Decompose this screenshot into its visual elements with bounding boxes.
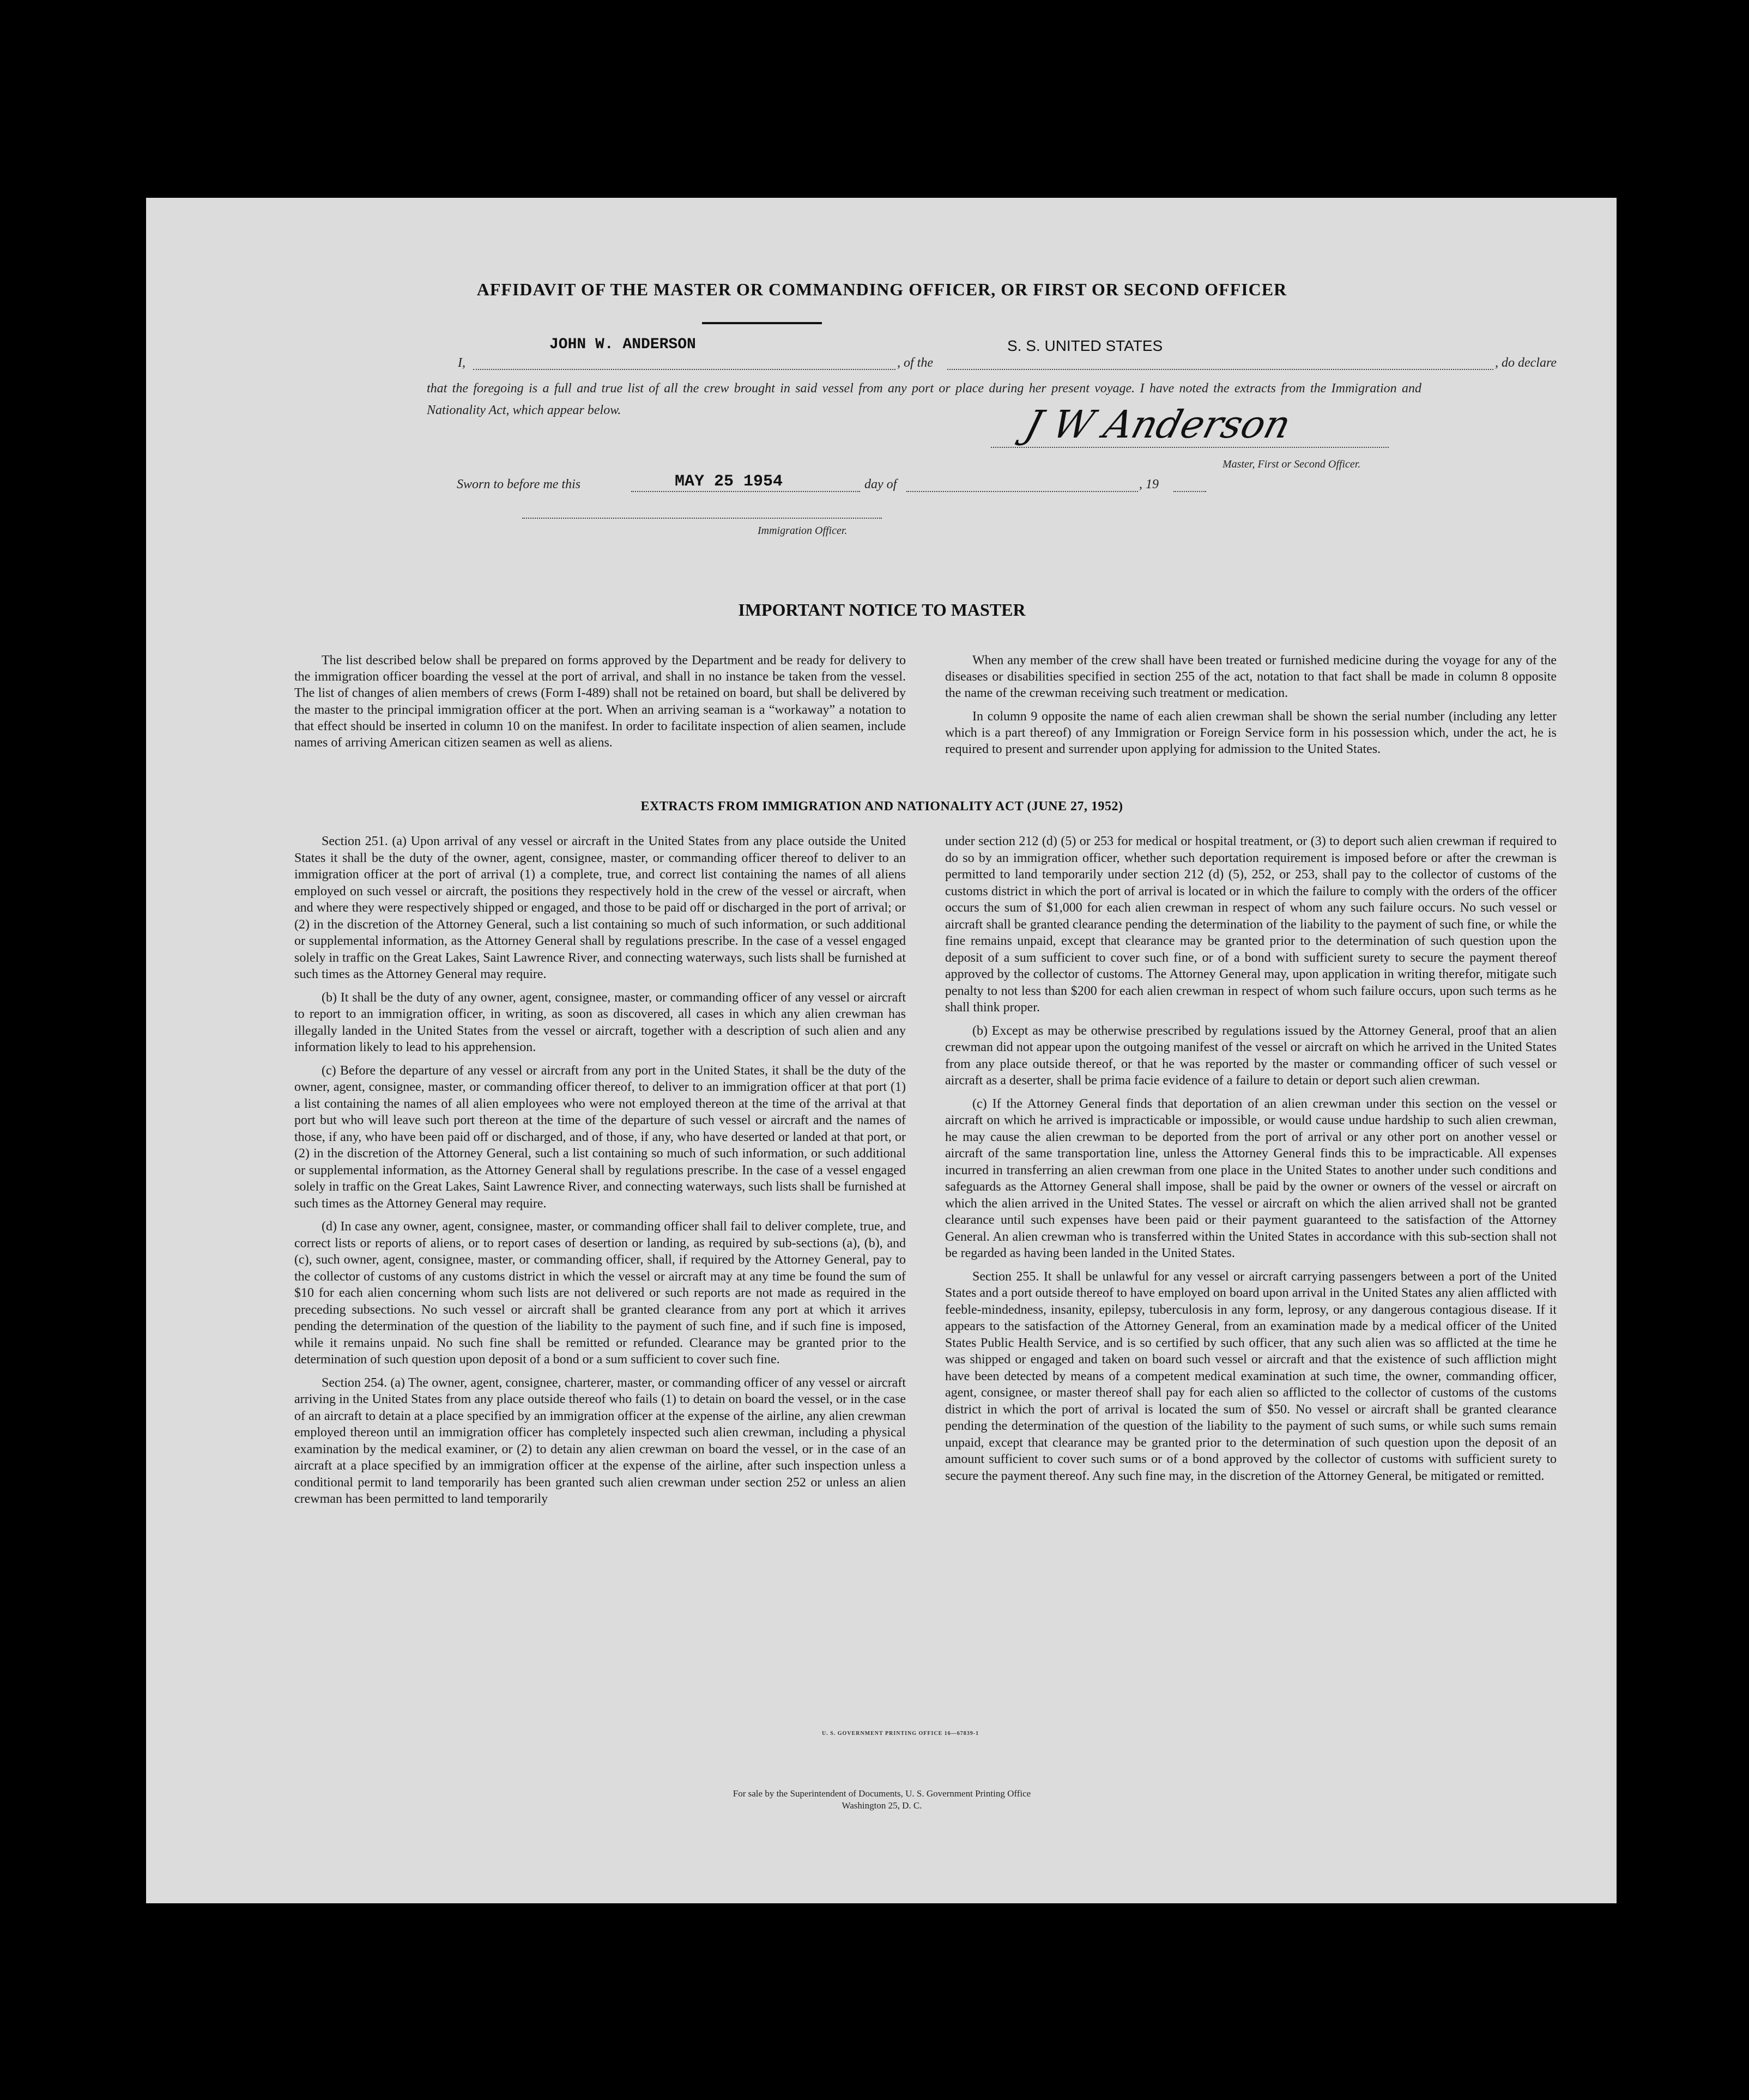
signature-caption: Master, First or Second Officer. xyxy=(1223,458,1361,470)
signature-line xyxy=(991,446,1389,448)
section-251-a: Section 251. (a) Upon arrival of any vessel or aircraft in the United States from any place outside the United States it shall be the duty of the owner, agent, consignee, master, or commanding officer thereof to deliver to an immigration officer at the port of arrival (1) a complete, true, and correct list containing the names of all aliens employed on such vessel or aircraft, the positions they respectively hold in the crew of the vessel or aircraft, when and where they were respectively shipped or engaged, and those to be paid off or discharged in the port of arrival; or (2) in the discretion of the Attorney General, such a list containing so much of such information, or such additional or supplemental information, as the Attorney General shall by regulations prescribe. In the case of a vessel engaged solely in traffic on the Great Lakes, Saint Lawrence River, and connecting waterways, such lists shall be furnished at such times as the Attorney General may require. xyxy=(294,834,906,981)
officer-name: JOHN W. ANDERSON xyxy=(549,336,696,353)
extracts-right-column xyxy=(945,833,1557,1491)
sworn-date: MAY 25 1954 xyxy=(675,472,783,491)
day-of-label: day of xyxy=(864,477,897,491)
notice-right-column xyxy=(945,652,1557,764)
year-prefix: , 19 xyxy=(1139,477,1159,491)
vessel-name: S. S. UNITED STATES xyxy=(1007,337,1163,354)
section-254-b: (b) Except as may be otherwise prescribed by regulations issued by the Attorney General, proof that an alien crewman did not appear upon the outgoing manifest of the vessel or aircraft on which he arrived in the United States from any place outside thereof, or that he was reported by the master or commanding officer of such vessel or aircraft as a deserter, shall be prima facie evidence of a failure to detain or deport such alien crewman. xyxy=(945,1023,1557,1088)
title-rule xyxy=(702,322,822,324)
binder-hole xyxy=(1631,1640,1659,1668)
binder-hole xyxy=(1631,1726,1659,1755)
of-the-label: , of the xyxy=(897,356,933,370)
master-signature: J W Anderson xyxy=(1020,402,1296,447)
section-254-a-continued: under section 212 (d) (5) or 253 for medical or hospital treatment, or (3) to deport such alien crewman if required to do so by an immigration officer, whether such deportation requirement is imposed before or after the crewman is permitted to land temporarily under section 212 (d) (5), 252, or 253, shall pay to the collector of customs of the customs district in which the port of arrival is located or in which the failure to comply with the orders of the officer occurs the sum of $1,000 for each alien crewman in respect of whom any such failure occurs. No such vessel or aircraft shall be granted clearance pending the determination of the liability to the payment of such fine, or while the fine remains unpaid, except that clearance may be granted prior to the determination of such question upon the deposit of a sum sufficient to cover such fine, or of a bond with sufficient surety to secure the payment thereof approved by the collector of customs. The Attorney General may, upon application in writing therefor, mitigate such penalty to not less than $200 for each alien crewman in respect of whom such failure occurs, upon such terms as he shall think proper. xyxy=(945,834,1557,1015)
sale-line-1: For sale by the Superintendent of Documents, U. S. Government Printing Office xyxy=(733,1788,1031,1799)
section-251-b: (b) It shall be the duty of any owner, agent, consignee, master, or commanding officer of any vessel or aircraft to report to an immigration officer, in writing, as soon as discovered, all cases in which any alien crewman has illegally landed in the United States from the vessel or aircraft, together with a description of such alien and any information likely to lead to his apprehension. xyxy=(294,990,906,1054)
binder-hole xyxy=(1636,685,1663,714)
sworn-prefix: Sworn to before me this xyxy=(457,477,581,491)
immigration-officer-caption: Immigration Officer. xyxy=(758,525,848,537)
notice-right-paragraph-1: When any member of the crew shall have been treated or furnished medicine during the voyage for any of the diseases or disabilities specified in section 255 of the act, notation to that fact shall be made in column 8 opposite the name of the crewman receiving such treatment or medication. xyxy=(945,653,1557,701)
notice-right-paragraph-2: In column 9 opposite the name of each alien crewman shall be shown the serial number (including any letter which is a part thereof) of any Immigration or Foreign Service form in his possession which, under the act, he is required to present and surrender upon applying for admission to the United States. xyxy=(945,709,1557,757)
section-251-c: (c) Before the departure of any vessel or aircraft from any port in the United States, it shall be the duty of the owner, agent, consignee, master, or commanding officer thereof, to deliver to an immigration officer at that port (1) a list containing the names of all alien employees who were not employed thereon at the time of the arrival at that port but who will leave such port thereon at the time of the departure of such vessel or aircraft and the names of those, if any, who have been paid off or discharged, and of those, if any, who have deserted or landed at that port, or (2) in the discretion of the Attorney General, such a list containing so much of such information, or such additional or supplemental information, as the Attorney General shall by regulations prescribe. In the case of a vessel engaged solely in traffic on the Great Lakes, Saint Lawrence River, and connecting waterways, such lists shall be furnished at such times as the Attorney General may require. xyxy=(294,1063,906,1211)
immigration-officer-line xyxy=(522,517,882,519)
affidavit-title: AFFIDAVIT OF THE MASTER OR COMMANDING OFFICER, OR FIRST OR SECOND OFFICER xyxy=(476,280,1287,299)
section-251-d: (d) In case any owner, agent, consignee, master, or commanding officer shall fail to deliver complete, true, and correct lists or reports of aliens, or to report cases of desertion or landing, as required by sub-sections (a), (b), and (c), such owner, agent, consignee, master, or commanding officer, shall, if required by the Attorney General, pay to the collector of customs of any customs district in which the vessel or aircraft may at any time be found the sum of $10 for each alien concerning whom such lists are not delivered or such reports are not made as required in the preceding subsections. No such vessel or aircraft shall be granted clearance from any port at which it arrives pending the determination of the question of the liability to the payment of such fine, and if such fine is imposed, while it remains unpaid. No such fine shall be remitted or refunded. Clearance may be granted prior to the determination of such question upon deposit of a bond or a sum sufficient to cover such fine. xyxy=(294,1219,906,1367)
sale-line-2: Washington 25, D. C. xyxy=(842,1800,922,1811)
i-prefix: I, xyxy=(458,356,465,370)
section-254-a: Section 254. (a) The owner, agent, consignee, charterer, master, or commanding officer of any vessel or aircraft arriving in the United States from any place outside thereof who fails (1) to detain on board the vessel, or in the case of an aircraft to detain at a place specified by an immigration officer at the expense of the airline, any alien crewman employed thereon until an immigration officer has completely inspected such alien crewman, including a physical examination by the medical examiner, or (2) to detain any alien crewman on board the vessel, or in the case of an aircraft at a place specified by an immigration officer at the expense of the airline, after such inspection unless a conditional permit to land temporarily has been granted such alien crewman under section 252 or unless an alien crewman has been permitted to land temporarily xyxy=(294,1375,906,1506)
section-254-c: (c) If the Attorney General finds that deportation of an alien crewman under this section on the vessel or aircraft on which he arrived is impracticable or impossible, or would cause undue hardship to such alien crewman, he may cause the alien crewman to be deported from the port of arrival or any other port on another vessel or aircraft of the same transportation line, unless the Attorney General finds this to be impracticable. All expenses incurred in transferring an alien crewman from one place in the United States to another under such conditions and safeguards as the Attorney General shall impose, shall be paid by the owner or owners of the vessel or aircraft on which the alien arrived in the United States. The vessel or aircraft on which the alien arrived shall not be granted clearance until such expenses have been paid or their payment guaranteed to the satisfaction of the Attorney General. An alien crewman who is transferred within the United States in accordance with this sub-section shall not be regarded as having been landed in the United States. xyxy=(945,1096,1557,1260)
do-declare-label: , do declare xyxy=(1495,356,1557,370)
extracts-left-column xyxy=(294,833,906,1514)
binder-hole xyxy=(1633,1361,1660,1389)
officer-name-line xyxy=(473,353,895,370)
month-line xyxy=(906,475,1138,492)
sale-notice xyxy=(637,1788,1127,1812)
extracts-heading: EXTRACTS FROM IMMIGRATION AND NATIONALITY ACT (JUNE 27, 1952) xyxy=(640,799,1123,814)
affidavit-statement: that the foregoing is a full and true list of all the crew brought in said vessel from any port or place during her present voyage. I have noted the extracts from the Immigration and Nationality Act, which appear below. xyxy=(427,381,1421,417)
vessel-line xyxy=(947,353,1493,370)
year-line xyxy=(1173,475,1206,492)
document-page xyxy=(146,198,1617,1903)
section-255: Section 255. It shall be unlawful for any vessel or aircraft carrying passengers between a port of the United States and a port outside thereof to have employed on board upon arrival in the United States any alien afflicted with feeble-mindedness, insanity, epilepsy, tuberculosis in any form, leprosy, or any dangerous contagious disease. If it appears to the satisfaction of the Attorney General, from an examination made by a medical officer of the United States Public Health Service, and is so certified by such officer, that any such alien was so afflicted at the time he was shipped or engaged and taken on board such vessel or aircraft and that the existence of such affliction might have been detected by means of a competent medical examination at such time, the owner, commanding officer, agent, consignee, or master thereof shall pay for each alien so afflicted to the collector of customs of the customs district in which the port of arrival is located the sum of $50. No vessel or aircraft shall be granted clearance pending the determination of the question of the liability to the payment of such sums, or while such sums remain unpaid, except that clearance may be granted prior to the determination of such question upon the deposit of an amount sufficient to cover such sums or of a bond approved by the collector of customs with sufficient surety to secure the payment thereof. Any such fine may, in the discretion of the Attorney General, be mitigated or remitted. xyxy=(945,1269,1557,1483)
notice-left-paragraph: The list described below shall be prepared on forms approved by the Department and be ready for delivery to the immigration officer boarding the vessel at the port of arrival, and shall in no instance be taken from the vessel. The list of changes of alien members of crews (Form I-489) shall not be retained on board, but shall be delivered by the master to the principal immigration officer at the port. When an arriving seaman is a “workaway” a notation to that effect should be inserted in column 10 on the manifest. In order to facilitate inspection of alien seamen, include names of arriving American citizen seamen as well as aliens. xyxy=(294,653,906,750)
notice-left-column xyxy=(294,652,906,757)
notice-heading: IMPORTANT NOTICE TO MASTER xyxy=(738,600,1026,620)
binder-hole xyxy=(1638,406,1665,435)
binder-hole xyxy=(1638,321,1665,350)
printing-office-line: U. S. GOVERNMENT PRINTING OFFICE 16—67839-1 xyxy=(822,1731,979,1737)
binder-hole xyxy=(1634,1278,1661,1306)
